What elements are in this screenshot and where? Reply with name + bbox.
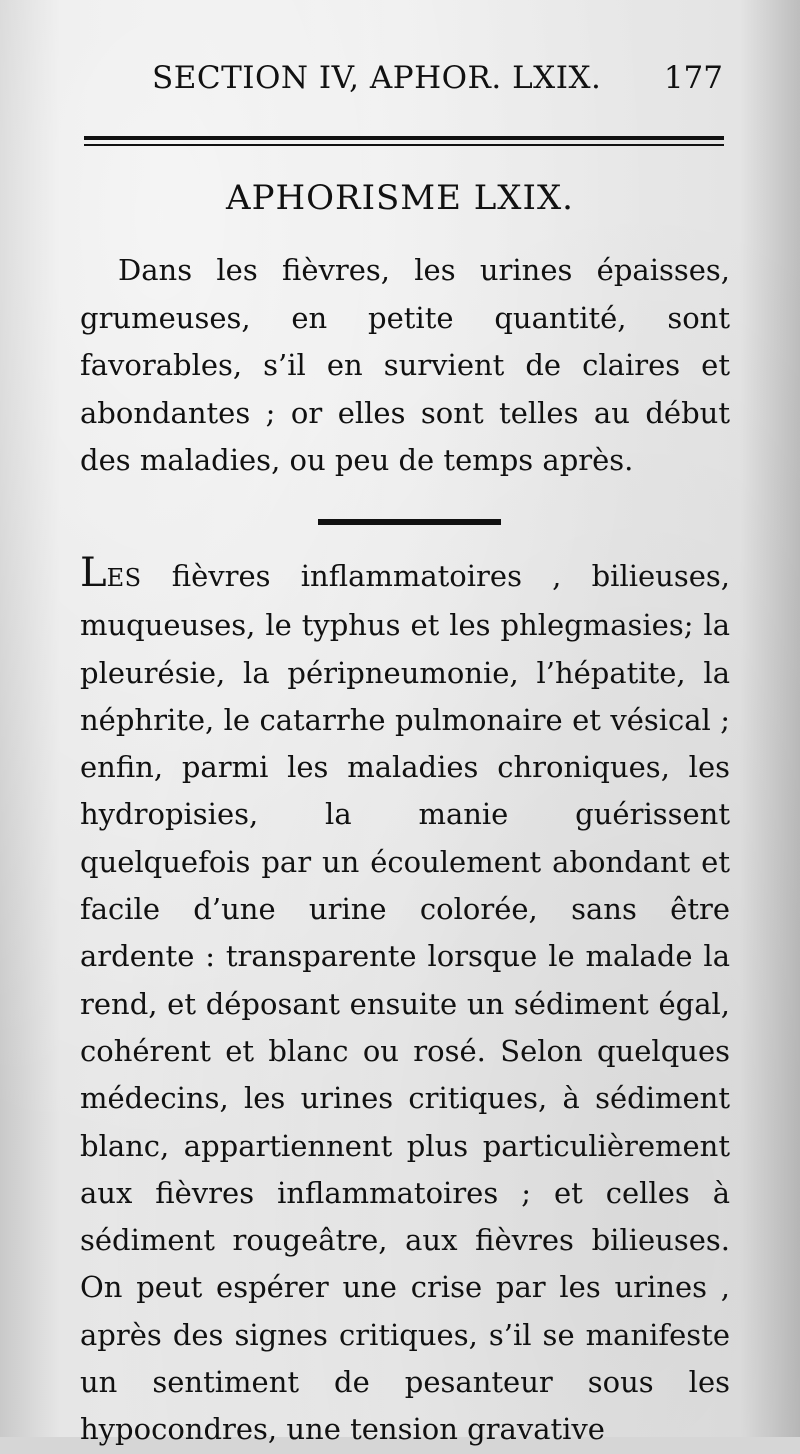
running-head: SECTION IV, APHOR. LXIX. bbox=[152, 60, 602, 96]
header-double-rule bbox=[84, 136, 724, 146]
commentary-text: fièvres inflammatoires , bilieuses, muqueuses, le typhus et les phlegmasies; la pleurésie, la péripneumonie, l’hépatite, la néphrite, le catarrhe pulmonaire et vésical ; enfin, parmi les maladies chroniques, les hydropisies, la manie guérissent quelquefois par un écoulement abondant et facile d’une urine colorée, sans être ardente : transparente lorsque le malade la rend, et déposant ensuite un sédiment égal, cohérent et blanc ou rosé. Selon quelques médecins, les urines critiques, à sédiment blanc, appartiennent plus particulièrement aux fièvres inflammatoires ; et celles à sédiment rougeâtre, aux fièvres bilieuses. On peut espérer une crise par les urines , après des signes critiques, s’il se manifeste un sentiment de pesanteur sous les hypocondres, une tension gravative bbox=[80, 559, 730, 1447]
section-divider-rule bbox=[318, 519, 501, 525]
page-header bbox=[80, 60, 735, 110]
drop-initial: L bbox=[80, 550, 107, 596]
initial-small-caps: ES bbox=[106, 564, 142, 592]
commentary-paragraph bbox=[80, 550, 730, 1454]
aphorism-paragraph: Dans les fièvres, les urines épaisses, grumeuses, en petite quantité, sont favorables, s’il en survient de claires et abondantes ; or elles sont telles au début des maladies, ou peu de temps après. bbox=[80, 253, 730, 477]
aphorism-heading: APHORISME LXIX. bbox=[226, 178, 574, 218]
page-number: 177 bbox=[663, 60, 723, 96]
